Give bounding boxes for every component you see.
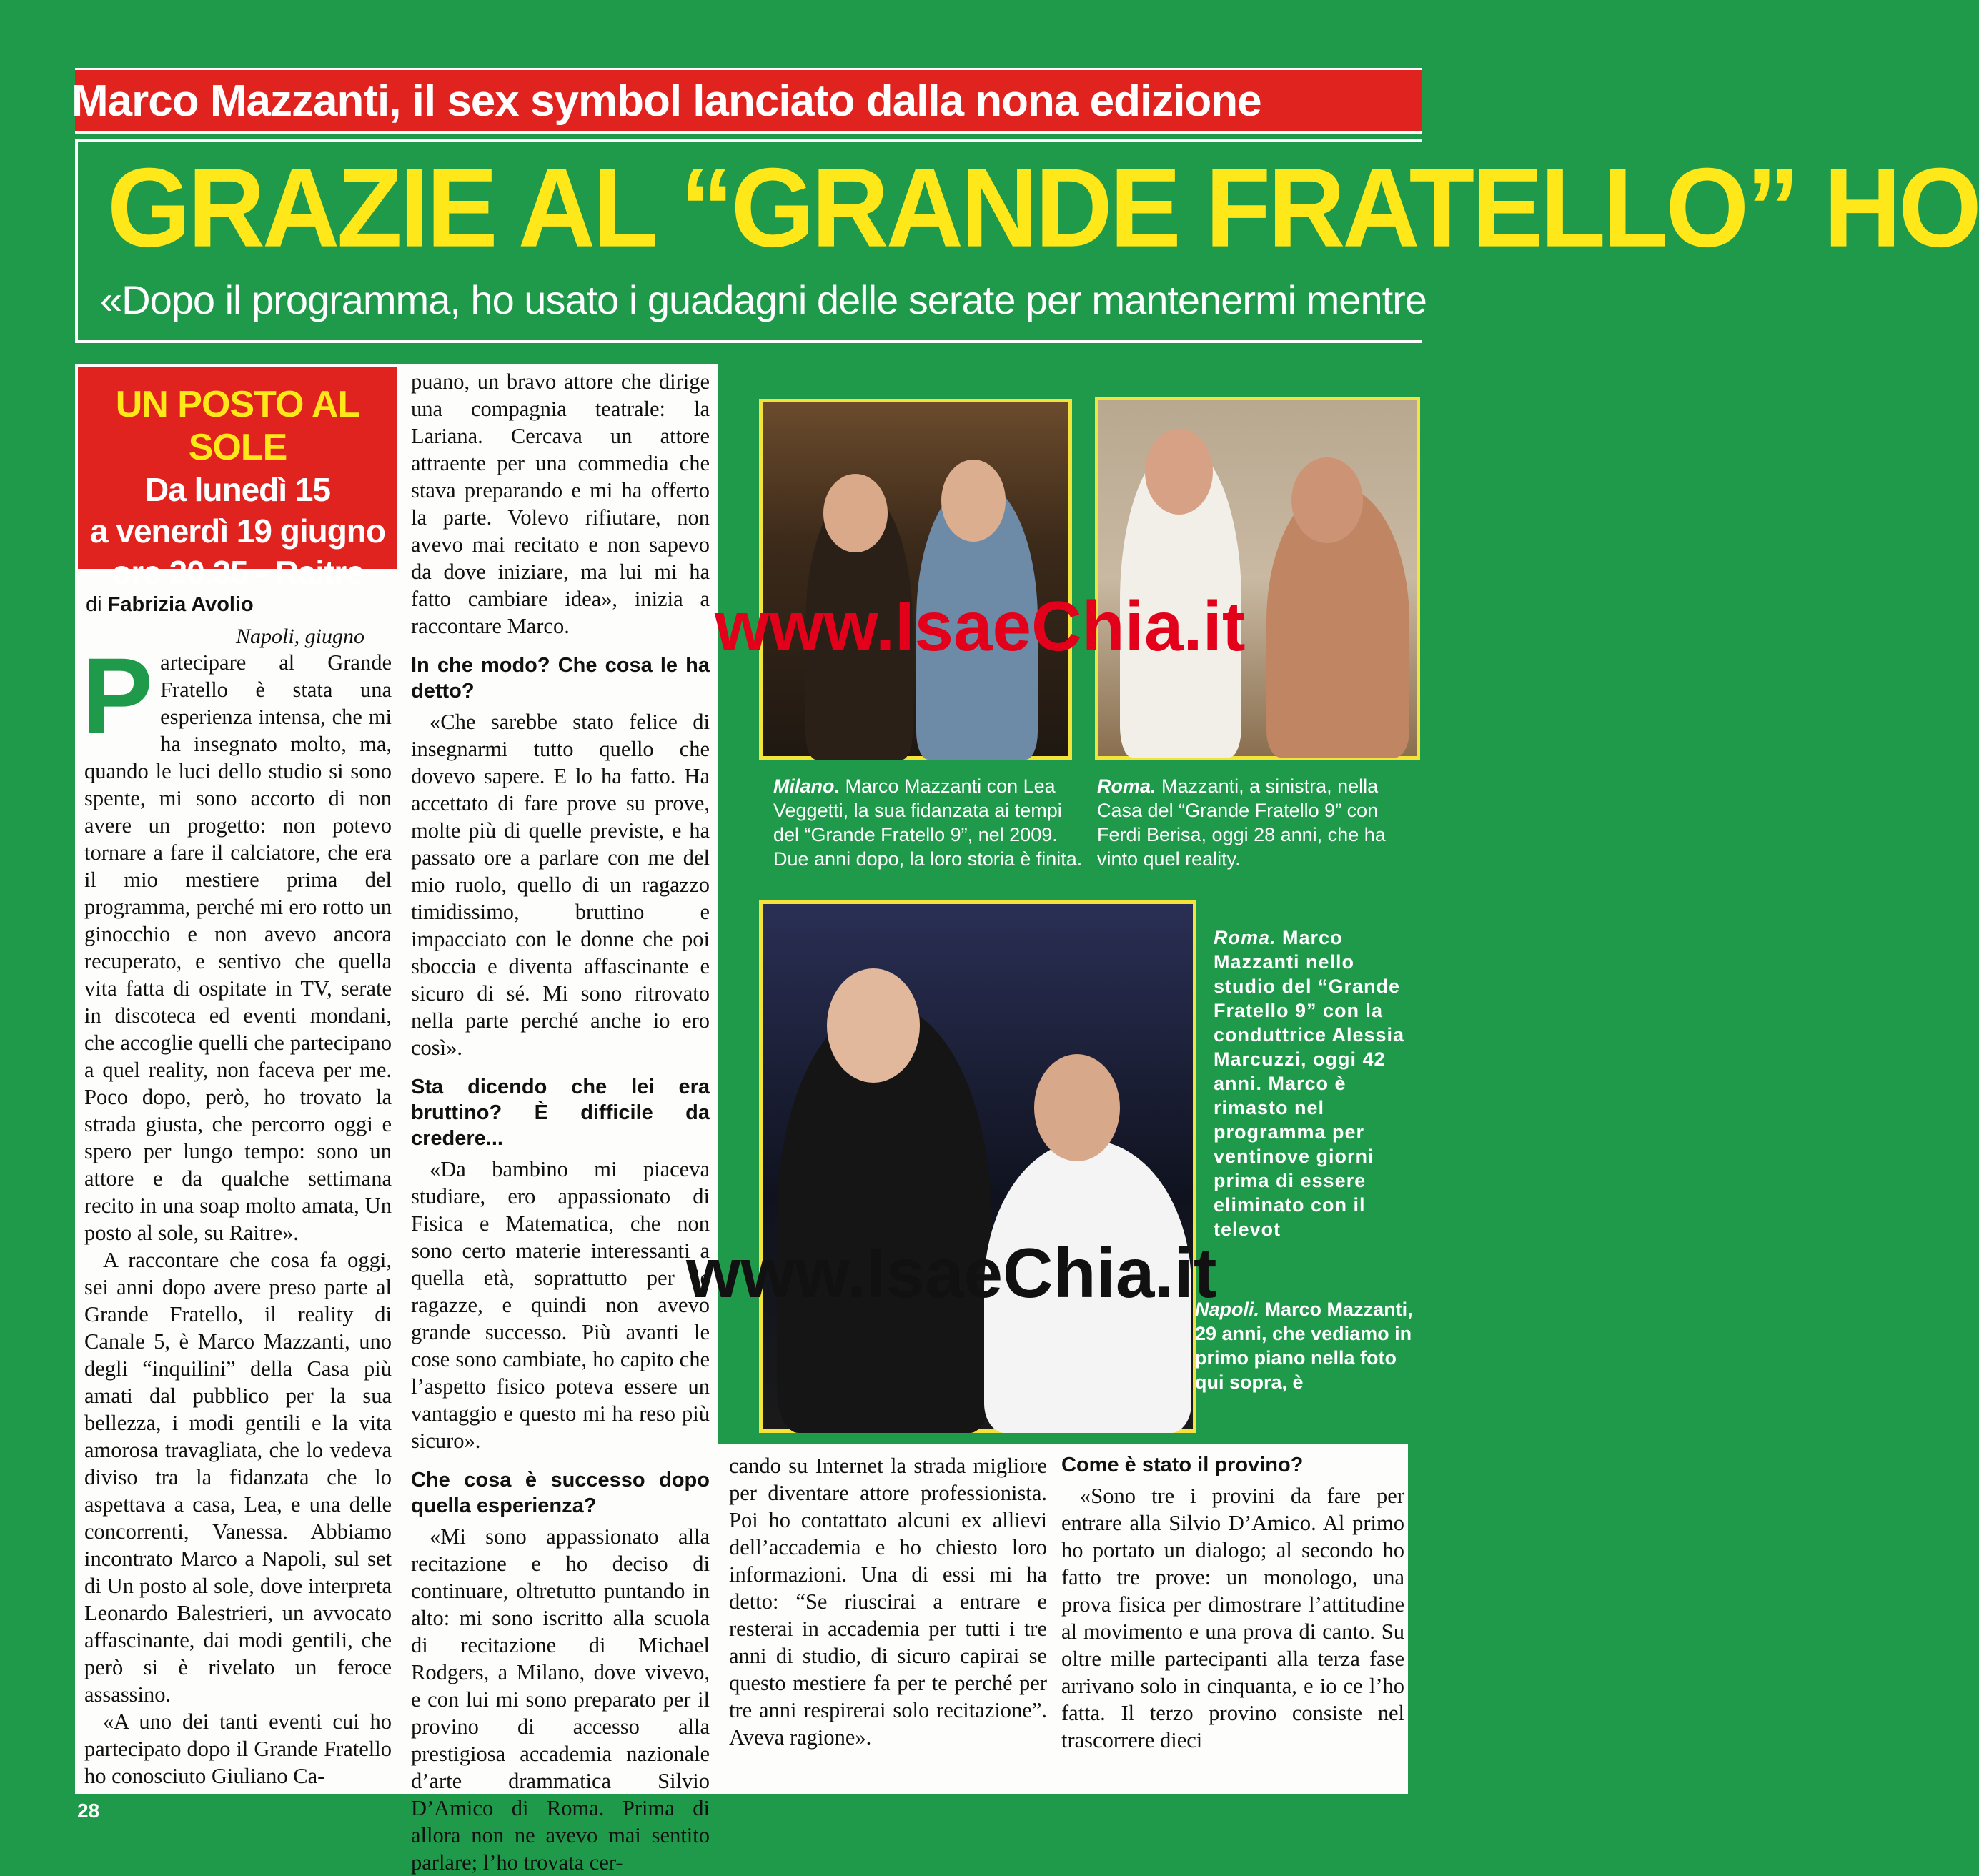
schedule-line-3: ore 20.35 - Raitre xyxy=(111,554,364,591)
photo-caption xyxy=(1195,1297,1417,1394)
interview-question: Come è stato il provino? xyxy=(1061,1454,1304,1477)
byline-prefix: di xyxy=(86,593,102,616)
byline xyxy=(86,593,254,617)
caption-text: Mazzanti, a sinistra, nella Casa del “Grande Fratello 9” con Ferdi Berisa, oggi 28 anni, che ha vinto quel reality. xyxy=(1097,775,1386,870)
interview-answer: «Mi sono appassionato alla recitazione e ho deciso di continuare, oltretutto puntando in alto: mi sono iscritto alla scuola di recitazione di Michael Rodgers, a Milano, dove vivevo, e con lui mi sono preparato per il provino di accesso alla prestigiosa accademia nazionale d’arte drammatica Silvio D’Amico di Roma. Prima di allora non ne avevo mai sentito parlare; l’ho trovata cer- xyxy=(411,1524,710,1875)
host-face xyxy=(827,968,920,1083)
paragraph: A raccontare che cosa fa oggi, sei anni dopo avere preso parte al Grande Fratello, il reality di Canale 5, è Marco Mazzanti, uno degli “inquilini” della Casa più amati dal pubblico per la sua bellezza, i modi gentili e la vita amorosa travagliata, che lo vedeva diviso tra la fidanzata che lo aspettava a casa, Lea, e una delle concorrenti, Vanessa. Abbiamo incontrato Marco a Napoli, sul set di Un posto al sole, dove interpreta Leonardo Balestrieri, un avvocato affascinante, dai modi gentili, che però si è rivelato un feroce assassino. xyxy=(84,1248,392,1707)
paragraph: puano, un bravo attore che dirige una compagnia teatrale: la Lariana. Cercava un attore attraente per una commedia che stava preparando e mi ha offerto la parte. Volevo rifiutare, non avevo mai recitato e non sapevo da dove iniziare, ma lui mi ha fatto cambiare idea», inizia a raccontare Marco. xyxy=(411,369,710,638)
caption-text: Marco Mazzanti, 29 anni, che vediamo in primo piano nella foto qui sopra, è xyxy=(1195,1299,1413,1393)
author-name: Fabrizia Avolio xyxy=(107,593,254,616)
photo-caption xyxy=(773,774,1088,871)
interview-answer: «Da bambino mi piaceva studiare, ero appassionato di Fisica e Matematica, che non sono certo materie interessanti a quella età, soprattutto per le ragazze, e quindi non avevo grande successo. Più avanti le cose sono cambiate, ho capito che l’aspetto fisico poteva essere un vantaggio e questo mi ha reso più sicuro». xyxy=(411,1157,710,1453)
show-title: UN POSTO AL SOLE xyxy=(115,384,360,468)
drop-cap: P xyxy=(81,635,154,755)
caption-place: Roma. xyxy=(1097,775,1156,797)
schedule-line-2: a venerdì 19 giugno xyxy=(90,512,385,550)
kicker: Marco Mazzanti, il sex symbol lanciato dalla nona edizione xyxy=(71,76,1261,126)
woman-face xyxy=(823,474,888,552)
photo-caption xyxy=(1214,925,1421,1241)
guest-face xyxy=(1034,1054,1120,1161)
paragraph: «A uno dei tanti eventi cui ho partecipato dopo il Grande Fratello ho conosciuto Giuliano Ca- xyxy=(84,1709,392,1788)
tv-schedule-box xyxy=(75,364,400,591)
watermark: www.IsaeChia.it xyxy=(686,1234,1217,1312)
man-left-face xyxy=(1145,429,1213,515)
interview-question: Sta dicendo che lei era bruttino? È difficile da credere... xyxy=(411,1076,710,1150)
man-face xyxy=(941,460,1006,542)
page-number: 28 xyxy=(77,1800,100,1822)
interview-question: Che cosa è successo dopo quella esperienza? xyxy=(411,1469,710,1517)
caption-text: Marco Mazzanti nello studio del “Grande Fratello 9” con la conduttrice Alessia Marcuzzi, oggi 42 anni. Marco è rimasto nel programma per ventinove giorni prima di essere eliminato con il televot xyxy=(1214,927,1405,1240)
photo-studio-host xyxy=(759,900,1196,1433)
article-column-2 xyxy=(411,368,710,1875)
paragraph: cando su Internet la strada migliore per diventare attore professionista. Poi ho contattato alcuni ex allievi dell’accademia e ho chiesto loro informazioni. Una di essi mi ha detto: “Se riuscirai a entrare e resterai in accademia per tutti i tre anni di studio, di sicuro capirai se questo mestiere fa per te perché per tre anni respirerai solo recitazione”. Aveva ragione». xyxy=(729,1454,1047,1750)
caption-place: Napoli. xyxy=(1195,1299,1260,1320)
schedule-line-1: Da lunedì 15 xyxy=(145,471,330,508)
article-column-4 xyxy=(1061,1452,1404,1788)
caption-place: Roma. xyxy=(1214,927,1276,948)
interview-answer: «Che sarebbe stato felice di insegnarmi tutto quello che dovevo sapere. E lo ha fatto. Ha accettato di fare prove su prove, molte più di quelle previste, e ha passato ore a parlare con me del mio ruolo, quello di un ragazzo timidissimo, bruttino e impacciato con le donne che poi sboccia e diventa affascinante e sicuro di sé. Mi sono ritrovato nella parte perché anche io ero così». xyxy=(411,710,710,1060)
caption-text: Marco Mazzanti con Lea Veggetti, la sua fidanzata ai tempi del “Grande Fratello 9”, nel 2009. Due anni dopo, la loro storia è finita. xyxy=(773,775,1083,870)
article-column-3 xyxy=(729,1452,1047,1788)
dateline: Napoli, giugno xyxy=(236,625,365,648)
photo-milano-couple xyxy=(759,399,1072,760)
watermark: www.IsaeChia.it xyxy=(715,587,1246,665)
interview-question: In che modo? Che cosa le ha detto? xyxy=(411,654,710,703)
photo-roma-house xyxy=(1095,397,1420,760)
interview-answer: «Sono tre i provini da fare per entrare alla Silvio D’Amico. Al primo ho portato un dialogo; al secondo ho fatto tre prove: un monologo, una prova fisica per dimostrare l’attitudine al movimento e una prova di canto. Su oltre mille partecipanti alla terza fase arrivano solo in cinquanta, e io ce l’ho fatta. Il terzo provino consiste nel trascorrere dieci xyxy=(1061,1484,1404,1752)
standfirst: «Dopo il programma, ho usato i guadagni delle serate per mantenermi mentre xyxy=(100,277,1427,322)
photo-caption xyxy=(1097,774,1419,871)
paragraph: artecipare al Grande Fratello è stata una esperienza intensa, che mi ha insegnato molto, ma, quando le luci dello studio si sono spente, mi sono accorto di non avere un progetto: non potevo tornare a fare il calciatore, che era il mio mestiere prima del programma, perché mi ero rotto un ginocchio e non avevo ancora recuperato, e sentivo che quella vita fatta di ospitate in TV, serate in discoteca ed eventi mondani, che accoglie quelli che partecipano a quel reality, non faceva per me. Poco dopo, però, ho trovato la strada giusta, che percorro oggi e spero per lungo tempo: sono un attore e da qualche settimana recito in una soap molto amata, Un posto al sole, su Raitre». xyxy=(84,650,392,1245)
caption-place: Milano. xyxy=(773,775,840,797)
headline: GRAZIE AL “GRANDE FRATELLO” HO xyxy=(107,144,1979,271)
man-right-face xyxy=(1291,457,1363,543)
